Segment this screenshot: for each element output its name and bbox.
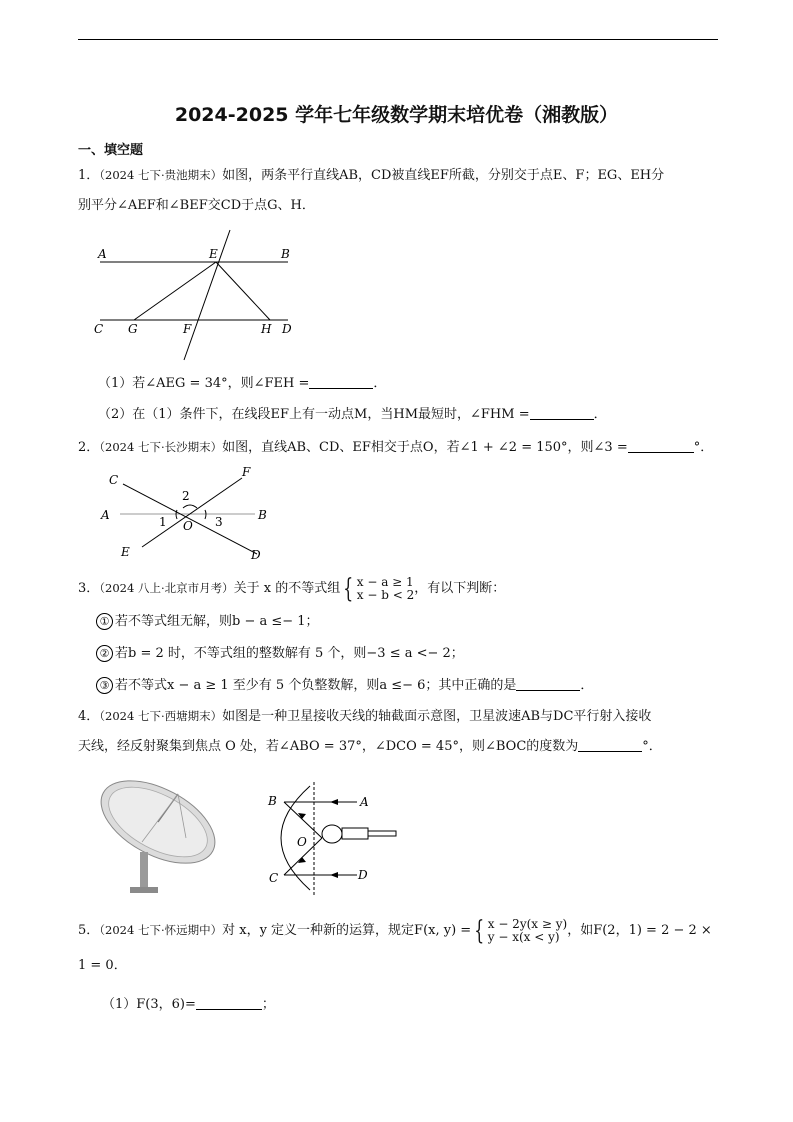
q1-sub1-end: ． (373, 376, 387, 391)
label-d: D (282, 322, 292, 336)
q5-sub1-end: ； (261, 997, 275, 1012)
q1-source: （2024 七下·贵池期末） (99, 168, 223, 182)
arrow-icon (330, 799, 338, 805)
segment-eh (216, 262, 270, 320)
function-definition (488, 918, 567, 944)
q2-line (78, 438, 713, 457)
q5-number: 5． (78, 923, 100, 938)
label-b: B (258, 508, 267, 522)
q2-number: 2． (78, 440, 100, 455)
label-h: H (261, 322, 272, 336)
circled-number-icon: ② (96, 645, 113, 662)
q1-text-b: 别平分∠AEF和∠BEF交CD于点G、H． (78, 198, 315, 213)
label-b: B (268, 794, 277, 808)
q3-option-2-text: 若b = 2 时，不等式组的整数解有 5 个，则−3 ≤ a <− 2； (115, 646, 464, 661)
q1-sub1 (98, 375, 386, 393)
q4-number: 4． (78, 709, 100, 724)
label-e: E (121, 545, 130, 559)
q4-line-a (78, 707, 651, 726)
q1-text-a: 如图，两条平行直线AB，CD被直线EF所截，分别交于点E、F；EG、EH分 (222, 168, 665, 183)
q3-option-3 (96, 677, 593, 695)
line-ef (142, 478, 242, 547)
q3-text-end: ，有以下判断： (414, 581, 506, 596)
brace-icon: { (474, 915, 485, 946)
label-a: A (98, 247, 107, 261)
q1-sub2-end: ． (593, 407, 607, 422)
label-o: O (297, 835, 307, 849)
arrow-icon (330, 872, 338, 878)
label-a: A (101, 508, 110, 522)
q4-text-a: 如图是一种卫星接收天线的轴截面示意图，卫星波速AB与DC平行射入接收 (222, 709, 652, 724)
q5-sub1-text: （1）F(3，6)= (102, 997, 196, 1012)
section-heading: 一、填空题 (78, 143, 144, 158)
label-f: F (242, 465, 251, 479)
q2-source: （2024 七下·长沙期末） (99, 440, 223, 454)
system-row-2: x − b < 2 (356, 587, 415, 602)
label-d: D (358, 868, 368, 882)
line-ef (184, 230, 230, 360)
q3-line (78, 574, 505, 603)
q5-source: （2024 七下·怀远期中） (99, 923, 223, 937)
label-c: C (109, 473, 119, 487)
q4-line-b (78, 738, 662, 756)
label-b: B (281, 247, 290, 261)
label-e: E (209, 247, 218, 261)
label-2: 2 (182, 489, 190, 503)
definition-row-1: x − 2y(x ≥ y) (487, 916, 568, 931)
label-1: 1 (159, 515, 167, 529)
answer-blank[interactable] (516, 677, 580, 691)
label-a: A (360, 795, 369, 809)
q3-number: 3． (78, 581, 100, 596)
receiver-rod (368, 831, 396, 836)
header-rule (78, 39, 718, 40)
q3-option-3-end: ． (580, 678, 594, 693)
page-title: 2024-2025 学年七年级数学期末培优卷（湘教版） (174, 104, 619, 126)
q1-line-a (78, 166, 664, 185)
q4-figure (262, 778, 402, 900)
q1-figure (88, 225, 308, 365)
q1-sub2-text: （2）在（1）条件下，在线段EF上有一动点M，当HM最短时，∠FHM = (98, 407, 530, 422)
answer-blank[interactable] (309, 375, 373, 389)
q2-figure (95, 462, 285, 567)
q1-sub2 (98, 406, 607, 424)
label-g: G (128, 322, 138, 336)
q3-source: （2024 八上·北京市月考） (99, 581, 234, 595)
inequality-system (357, 576, 414, 602)
answer-blank[interactable] (578, 738, 642, 752)
receiver-body (342, 828, 368, 839)
label-d: D (251, 548, 261, 562)
brace-icon: { (343, 573, 354, 604)
answer-blank[interactable] (196, 996, 262, 1010)
q3-option-2 (96, 645, 464, 663)
answer-blank[interactable] (530, 406, 594, 420)
q4-text-b: 天线，经反射聚集到焦点 O 处，若∠ABO = 37°，∠DCO = 45°，则∠BOC的度数为 (78, 739, 579, 754)
segment-eg (134, 262, 216, 320)
q5-text: 对 x，y 定义一种新的运算，规定F(x, y) = (222, 923, 472, 938)
q3-option-1-text: 若不等式组无解，则b − a ≤− 1； (115, 614, 319, 629)
q4-source: （2024 七下·西塘期末） (99, 709, 223, 723)
q2-text: 如图，直线AB、CD、EF相交于点O，若∠1 + ∠2 = 150°，则∠3 = (222, 440, 628, 455)
circled-number-icon: ③ (96, 677, 113, 694)
q3-option-3-text: 若不等式x − a ≥ 1 至少有 5 个负整数解，则a ≤− 6；其中正确的是 (115, 678, 517, 693)
label-c: C (94, 322, 104, 336)
q3-option-1 (96, 613, 319, 631)
label-f: F (183, 322, 192, 336)
circled-number-icon: ① (96, 613, 113, 630)
q1-number: 1． (78, 168, 100, 183)
definition-row-2: y − x(x < y) (487, 929, 560, 944)
angle-arc-2 (183, 505, 197, 508)
q5-line (78, 916, 712, 945)
system-row-1: x − a ≥ 1 (356, 574, 414, 589)
q1-sub1-text: （1）若∠AEG = 34°，则∠FEH = (98, 376, 310, 391)
q3-text: 关于 x 的不等式组 (233, 581, 341, 596)
q4-end: °． (642, 739, 662, 754)
segment-bo (284, 802, 322, 838)
q5-sub1 (102, 996, 275, 1014)
label-3: 3 (215, 515, 223, 529)
answer-blank[interactable] (628, 439, 694, 453)
label-o: O (183, 519, 193, 533)
satellite-dish-image (90, 772, 225, 897)
q5-text-mid: ，如F(2，1) = 2 − 2 × (567, 923, 712, 938)
q2-end: °． (693, 440, 714, 455)
receiver-head (322, 825, 342, 843)
label-c: C (269, 871, 279, 885)
q5-text-b: 1 = 0． (78, 958, 127, 973)
